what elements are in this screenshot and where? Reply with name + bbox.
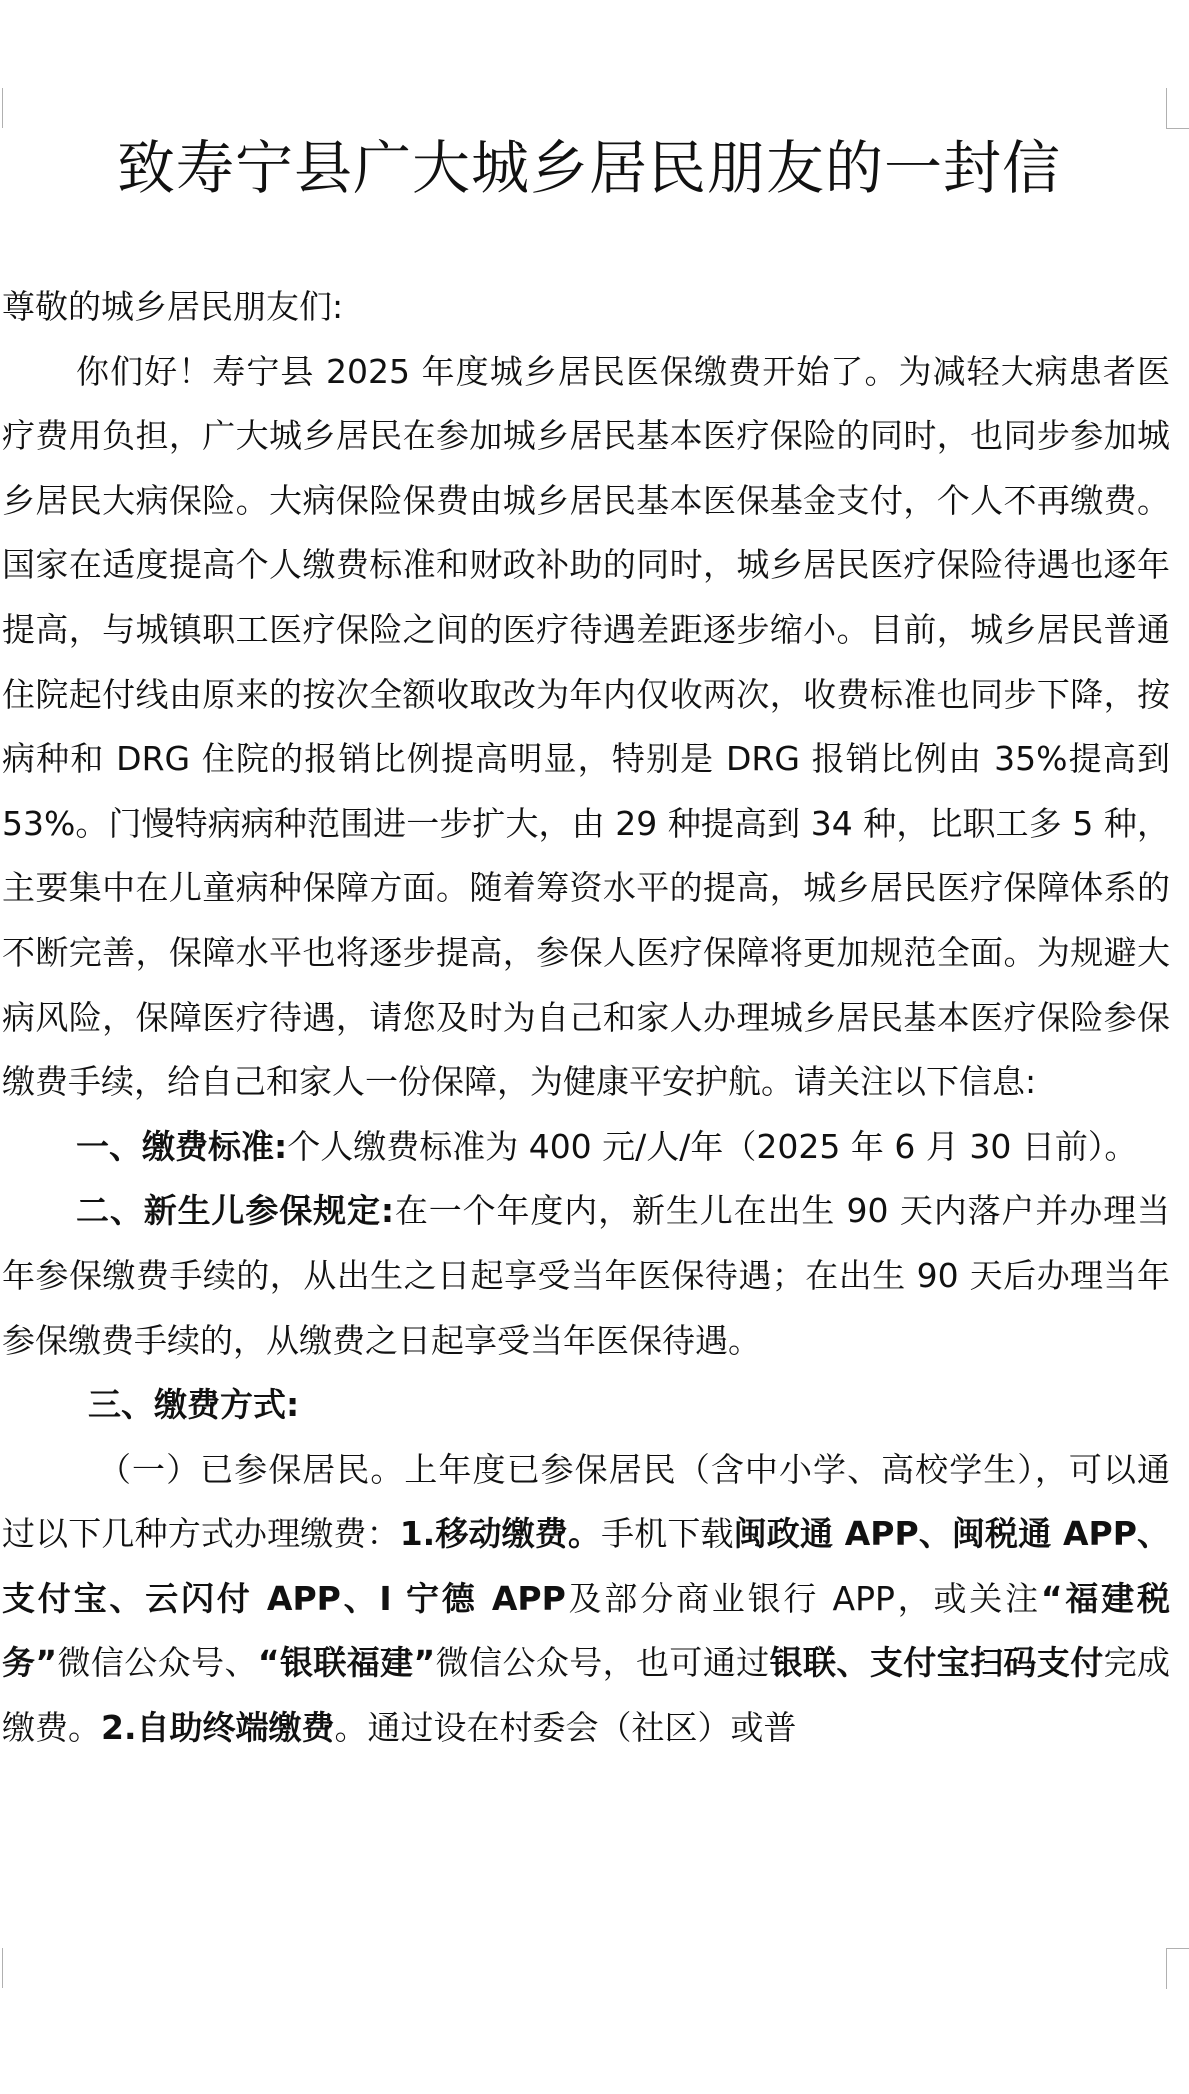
method-label: 1.移动缴费。 xyxy=(399,1514,602,1554)
section-newborn-rules xyxy=(2,1179,1170,1373)
method-label: 2.自助终端缴费 xyxy=(101,1708,335,1748)
section-heading: 二、新生儿参保规定: xyxy=(76,1191,395,1231)
method-text: 。通过设在村委会（社区）或普 xyxy=(334,1708,797,1748)
method-text: 手机下载 xyxy=(601,1514,734,1554)
subsection-insured-residents xyxy=(2,1438,1170,1761)
intro-paragraph: 你们好！寿宁县 2025 年度城乡居民医保缴费开始了。为减轻大病患者医疗费用负担，广大城乡居民在参加城乡居民基本医疗保险的同时，也同步参加城乡居民大病保险。大病保险保费由城乡居民基本医保基金支付，个人不再缴费。国家在适度提高个人缴费标准和财政补助的同时，城乡居民医疗保险待遇也逐年提高，与城镇职工医疗保险之间的医疗待遇差距逐步缩小。目前，城乡居民普通住院起付线由原来的按次全额收取改为年内仅收两次，收费标准也同步下降，按病种和 DRG 住院的报销比例提高明显，特别是 DRG 报销比例由 35%提高到 53%。门慢特病病种范围进一步扩大，由 29 种提高到 34 种，比职工多 5 种，主要集中在儿童病种保障方面。随着筹资水平的提高，城乡居民医疗保障体系的不断完善，保障水平也将逐步提高，参保人医疗保障将更加规范全面。为规避大病风险，保障医疗待遇，请您及时为自己和家人办理城乡居民基本医疗保险参保缴费手续，给自己和家人一份保障，为健康平安护航。请关注以下信息: xyxy=(2,351,1170,1102)
section-heading: 三、缴费方式: xyxy=(88,1385,300,1425)
wechat-account: “福建税务” xyxy=(2,1578,1170,1683)
letter-body xyxy=(2,275,1170,1761)
subsection-lead: （一）已参保居民。上年度已参保居民（含中小学、高校学生），可以通过以下几种方式办理缴费： xyxy=(2,1449,1170,1554)
crop-mark-bottom-right xyxy=(1166,1948,1189,1989)
section-payment-methods-heading xyxy=(2,1373,1170,1438)
method-text: 微信公众号、 xyxy=(57,1643,258,1683)
letter-title: 致寿宁县广大城乡居民朋友的一封信 xyxy=(116,134,1061,202)
section-text: 在一个年度内，新生儿在出生 90 天内落户并办理当年参保缴费手续的，从出生之日起享受当年医保待遇；在出生 90 天后办理当年参保缴费手续的，从缴费之日起享受当年医保待遇。 xyxy=(2,1191,1170,1360)
method-text: 及部分商业银行 APP，或关注 xyxy=(565,1578,1041,1618)
section-text: 个人缴费标准为 400 元/人/年（2025 年 6 月 30 日前）。 xyxy=(287,1126,1138,1166)
app-list: 闽政通 APP、闽税通 APP、支付宝、云闪付 APP、I 宁德 APP xyxy=(2,1514,1171,1618)
section-heading: 一、缴费标准: xyxy=(76,1126,288,1166)
crop-mark-top-left xyxy=(0,88,3,128)
section-payment-standard xyxy=(2,1115,1170,1180)
wechat-account: “银联福建” xyxy=(257,1643,436,1683)
crop-mark-bottom-left xyxy=(0,1948,3,1988)
method-text: 微信公众号，也可通过 xyxy=(435,1643,770,1683)
salutation: 尊敬的城乡居民朋友们: xyxy=(2,287,344,326)
crop-mark-top-right xyxy=(1166,88,1189,129)
scan-pay-methods: 银联、支付宝扫码支付 xyxy=(769,1643,1104,1683)
method-text: 完成缴费。 xyxy=(2,1643,1171,1748)
